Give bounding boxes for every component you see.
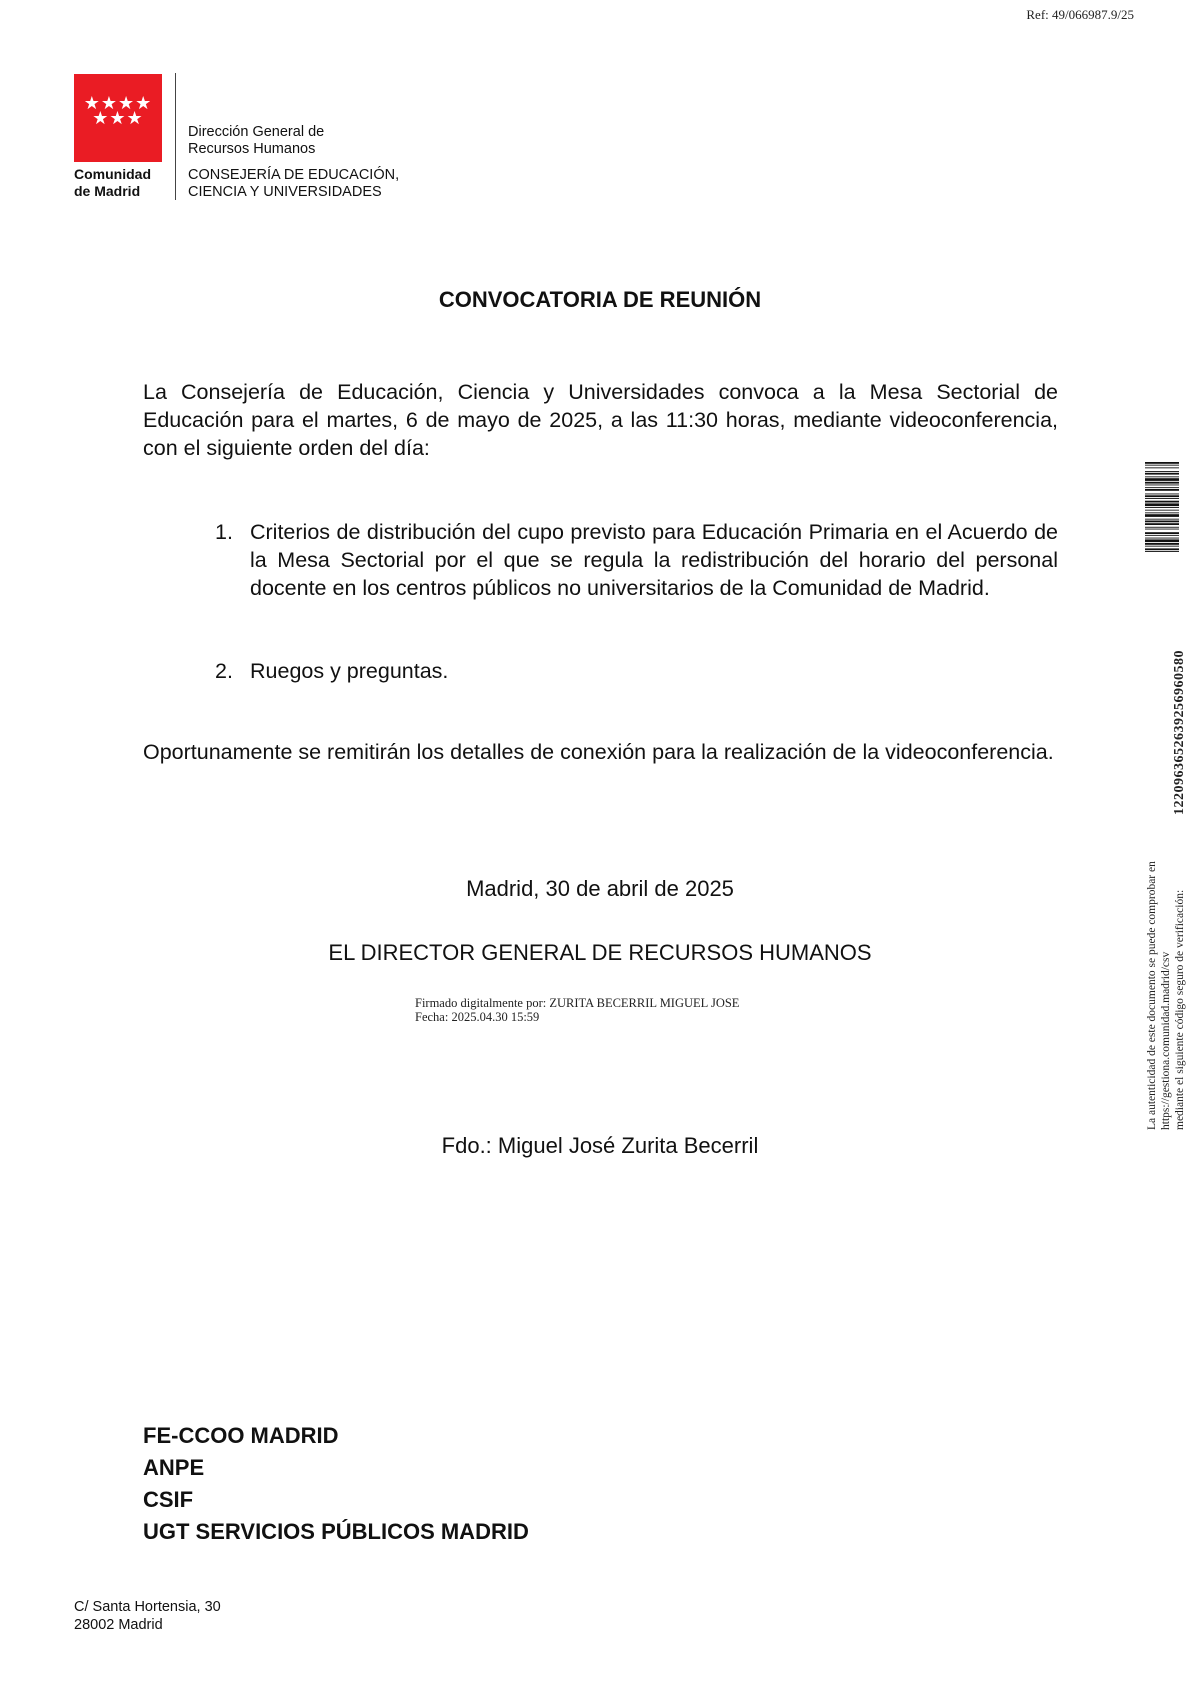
- directorate-line1: Dirección General de: [188, 124, 325, 140]
- barcode-bar: [1145, 523, 1179, 525]
- barcode-bar: [1145, 532, 1179, 534]
- verification-label: mediante el siguiente código seguro de verificación:: [1174, 889, 1186, 1130]
- barcode-bar: [1145, 471, 1179, 472]
- recipient: FE-CCOO MADRID: [143, 1423, 339, 1448]
- recipient: CSIF: [143, 1487, 194, 1512]
- verification-line2: https://gestiona.comunidad.madrid/csv: [1160, 951, 1172, 1130]
- barcode-bar: [1145, 503, 1179, 506]
- digital-signature: [415, 996, 739, 1024]
- barcode-bar: [1145, 489, 1179, 491]
- barcode-bar: [1145, 538, 1179, 539]
- recipients-list: [143, 1420, 529, 1548]
- barcode-bar: [1145, 476, 1179, 477]
- barcode-bar: [1145, 539, 1179, 542]
- signed-by: Fdo.: Miguel José Zurita Becerril: [441, 1133, 759, 1158]
- digital-signature-date: Fecha: 2025.04.30 15:59: [415, 1010, 540, 1024]
- department-name: [188, 167, 399, 201]
- department-line1: CONSEJERÍA DE EDUCACIÓN,: [188, 167, 400, 183]
- verification-code: 1220963652639256960580: [1172, 650, 1187, 815]
- barcode-bar: [1145, 514, 1179, 517]
- verification-notice: [1145, 650, 1187, 1130]
- barcode-bar: [1145, 501, 1179, 503]
- address-line2: 28002 Madrid: [74, 1617, 163, 1633]
- barcode-bar: [1145, 548, 1179, 550]
- logo-name: [74, 166, 151, 200]
- barcode-bar: [1145, 519, 1179, 520]
- agenda-item-number: 1.: [215, 520, 233, 544]
- place-date: Madrid, 30 de abril de 2025: [466, 876, 734, 901]
- barcode-bar: [1145, 512, 1179, 513]
- verification-line1: La autenticidad de este documento se puede comprobar en: [1146, 861, 1158, 1130]
- barcode-bar: [1145, 494, 1179, 495]
- barcode-bar: [1145, 535, 1179, 536]
- department-line2: CIENCIA Y UNIVERSIDADES: [188, 184, 382, 200]
- signer-role: EL DIRECTOR GENERAL DE RECURSOS HUMANOS: [328, 940, 872, 965]
- barcode-bar: [1145, 551, 1179, 552]
- document-reference: Ref: 49/066987.9/25: [1026, 7, 1134, 22]
- directorate-name: [188, 124, 324, 158]
- barcode-bar: [1145, 507, 1179, 508]
- barcode-bar: [1145, 462, 1179, 464]
- address-line1: C/ Santa Hortensia, 30: [74, 1599, 221, 1615]
- barcode-bar: [1145, 529, 1179, 530]
- recipient: UGT SERVICIOS PÚBLICOS MADRID: [143, 1519, 529, 1544]
- verification-line3: [1173, 650, 1187, 1130]
- recipient: ANPE: [143, 1455, 205, 1480]
- digital-signature-line1: Firmado digitalmente por: ZURITA BECERRIL MIGUEL JOSE: [415, 996, 740, 1010]
- closing-paragraph: Oportunamente se remitirán los detalles de conexión para la realización de la videoconferencia.: [143, 740, 1054, 764]
- barcode-bar: [1145, 543, 1179, 545]
- logo-name-line1: Comunidad: [74, 166, 151, 182]
- verification-barcode: [1145, 462, 1179, 635]
- agenda-item-2: [215, 657, 1058, 685]
- barcode-bar: [1145, 510, 1179, 511]
- barcode-bar: [1145, 495, 1179, 497]
- barcode-bar: [1145, 482, 1179, 484]
- footer-address: [74, 1598, 221, 1634]
- directorate-line2: Recursos Humanos: [188, 141, 316, 157]
- logo-name-line2: de Madrid: [74, 183, 141, 199]
- logo-stars-icon: ★★★★ ★★★: [83, 93, 153, 128]
- barcode-bar: [1145, 521, 1179, 523]
- agenda-item-1: [215, 518, 1058, 602]
- barcode-bar: [1145, 546, 1179, 547]
- document-title: CONVOCATORIA DE REUNIÓN: [438, 287, 762, 312]
- agenda-item-text: Ruegos y preguntas.: [250, 659, 449, 683]
- intro-paragraph: La Consejería de Educación, Ciencia y Universidades convoca a la Mesa Sectorial de Educación para el martes, 6 de mayo de 2025, a las 11:30 horas, mediante videoconferencia, con el siguiente orden del día:: [143, 380, 1058, 460]
- barcode-bar: [1145, 485, 1179, 486]
- logo-divider: [175, 73, 176, 200]
- agenda-item-text: Criterios de distribución del cupo previsto para Educación Primaria en el Acuerdo de la Mesa Sectorial por el que se regula la redistribución del horario del personal docente en los centros públicos no universitarios de la Comunidad de Madrid.: [250, 520, 1058, 600]
- barcode-bar: [1145, 467, 1179, 468]
- barcode-bar: [1145, 498, 1179, 499]
- barcode-bar: [1145, 473, 1179, 475]
- agenda-item-number: 2.: [215, 659, 233, 683]
- barcode-bar: [1145, 465, 1179, 466]
- barcode-bar: [1145, 478, 1179, 481]
- barcode-bar: [1145, 487, 1179, 488]
- barcode-bar: [1145, 527, 1179, 528]
